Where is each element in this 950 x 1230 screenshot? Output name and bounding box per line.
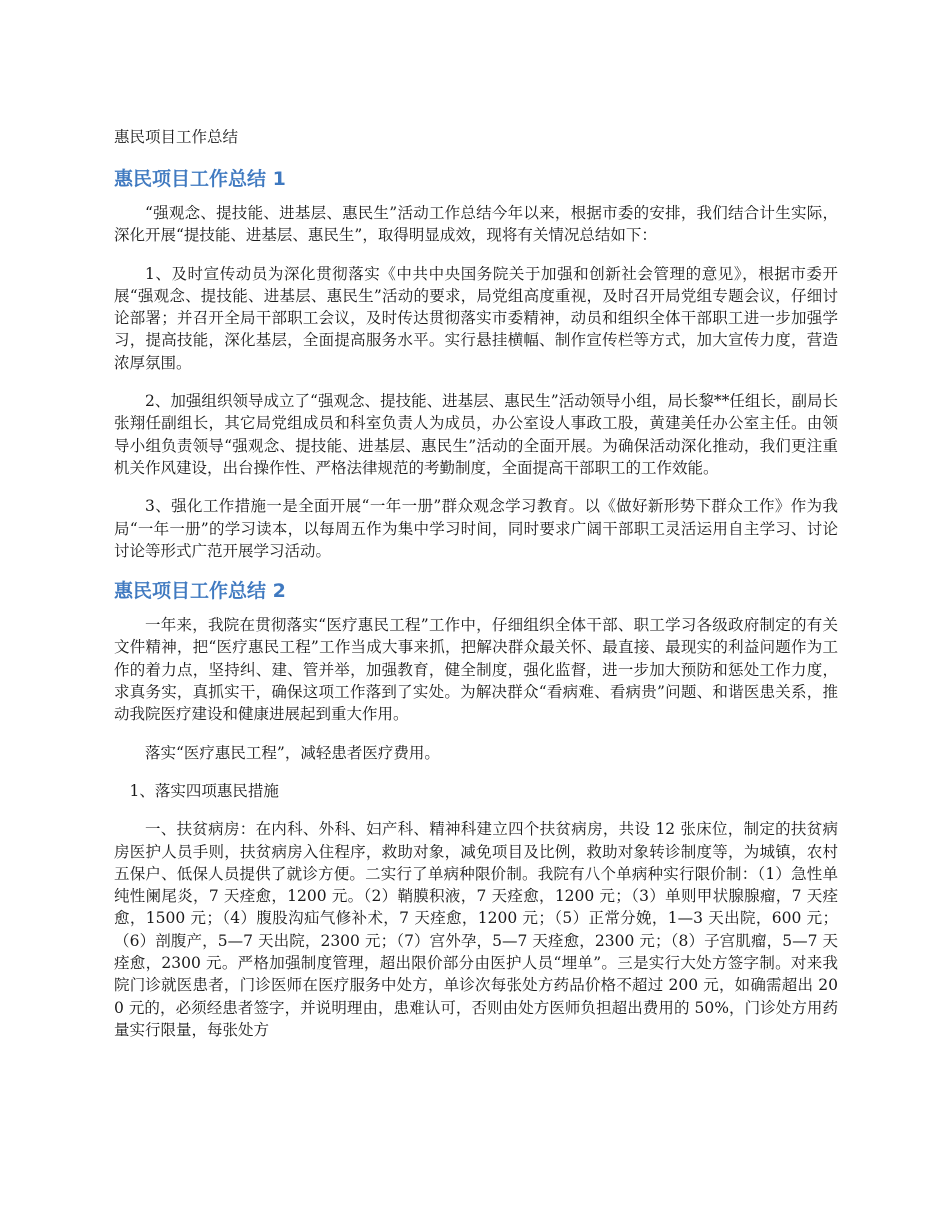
paragraph: 一、扶贫病房：在内科、外科、妇产科、精神科建立四个扶贫病房，共设 12 张床位，制定的扶贫病房医护人员手则，扶贫病房入住程序，救助对象，减免项目及比例，救助对象转诊制度等，为城镇，农村五保户、低保人员提供了就诊方便。二实行了单病种限价制。我院有八个单病种实行限价制：（1）急性单纯性阑尾炎，7 天痊愈，1200 元。（2）鞘膜积液，7 天痊愈，1200 元；（3）单则甲状腺腺瘤，7 天痊愈，1500 元；（4）腹股沟疝气修补术，7 天痊愈，1200 元；（5）正常分娩，1—3 天出院，600 元；（6）剖腹产，5—7 天出院，2300 元；（7）宫外孕，5—7 天痊愈，2300 元；（8）子宫肌瘤，5—7 天痊愈，2300 元。严格加强制度管理，超出限价部分由医护人员“埋单”。三是实行大处方签字制。对来我院门诊就医患者，门诊医师在医疗服务中处方，单诊次每张处方药品价格不超过 200 元，如确需超出 200 元的，必须经患者签字，并说明理由，患难认可，否则由处方医师负担超出费用的 50%，门诊处方用药量实行限量，每张处方 [114,820,838,1039]
paragraph: “强观念、提技能、进基层、惠民生”活动工作总结今年以来，根据市委的安排，我们结合计生实际，深化开展“提技能、进基层、惠民生”，取得明显成效，现将有关情况总结如下： [114,204,838,245]
document-page [114,118,838,1057]
paragraph: 落实“医疗惠民工程”，减轻患者医疗费用。 [145,743,440,762]
paragraph: 1、落实四项惠民措施 [129,781,279,800]
paragraph: 一年来，我院在贯彻落实“医疗惠民工程”工作中，仔细组织全体干部、职工学习各级政府制定的有关文件精神，把“医疗惠民工程”工作当成大事来抓，把解决群众最关怀、最直接、最现实的利益问题作为工作的着力点，坚持纠、建、管并举，加强教育，健全制度，强化监督，进一步加大预防和惩处工作力度，求真务实，真抓实干，确保这项工作落到了实处。为解决群众“看病难、看病贵”问题、和谐医患关系，推动我院医疗建设和健康进展起到重大作用。 [114,616,838,724]
section-heading: 惠民项目工作总结 2 [114,580,286,603]
section-1 [114,166,838,562]
paragraph: 2、加强组织领导成立了“强观念、提技能、进基层、惠民生”活动领导小组，局长黎**任组长，副局长张翔任副组长，其它局党组成员和科室负责人为成员，办公室设人事政工股，黄建美任办公室主任。由领导小组负责领导“强观念、提技能、进基层、惠民生”活动的全面开展。为确保活动深化推动，我们更注重机关作风建设，出台操作性、严格法律规范的考勤制度，全面提高干部职工的工作效能。 [114,392,838,477]
paragraph: 3、强化工作措施一是全面开展“一年一册”群众观念学习教育。以《做好新形势下群众工作》作为我局“一年一册”的学习读本，以每周五作为集中学习时间，同时要求广阔干部职工灵活运用自主学习、讨论讨论等形式广范开展学习活动。 [114,497,838,560]
section-heading: 惠民项目工作总结 1 [114,168,286,190]
document-title: 惠民项目工作总结 [114,128,239,146]
section-2 [114,578,838,1041]
paragraph: 1、及时宣传动员为深化贯彻落实《中共中央国务院关于加强和创新社会管理的意见》，根据市委开展“强观念、提技能、进基层、惠民生”活动的要求，局党组高度重视，及时召开局党组专题会议，仔细讨论部署；并召开全局干部职工会议，及时传达贯彻落实市委精神，动员和组织全体干部职工进一步加强学习，提高技能，深化基层，全面提高服务水平。实行悬挂横幅、制作宣传栏等方式，加大宣传力度，营造浓厚氛围。 [114,264,838,372]
